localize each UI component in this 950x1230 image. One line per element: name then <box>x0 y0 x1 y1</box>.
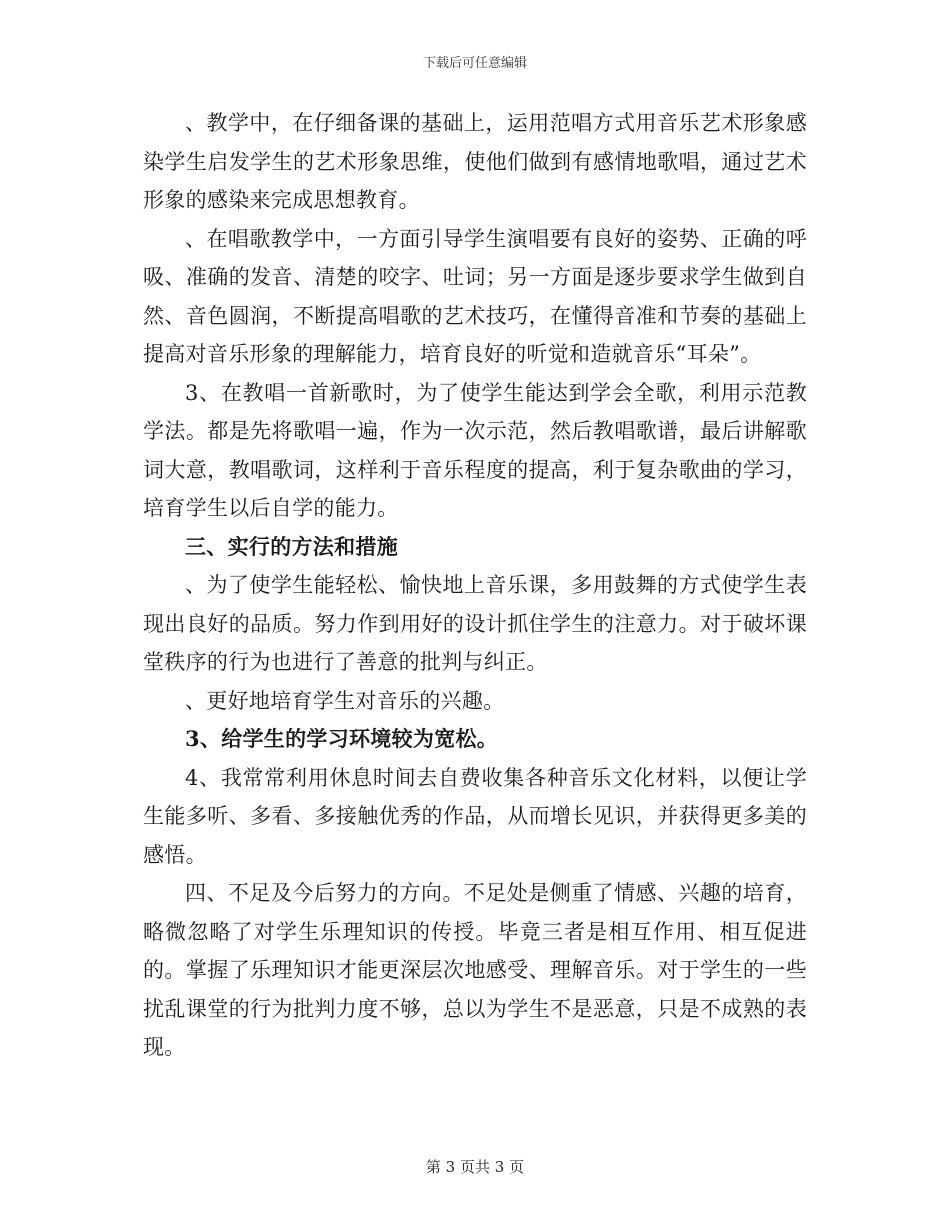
paragraph-interest: 、更好地培育学生对音乐的兴趣。 <box>185 688 505 713</box>
paragraph-singing-demonstration: 、教学中，在仔细备课的基础上，运用范唱方式用音乐艺术形象感染学生启发学生的艺术形象思维，使他们做到有感情地歌唱，通过艺术形象的感染来完成思想教育。 <box>143 111 807 212</box>
document-body <box>143 104 807 1067</box>
paragraph-materials: 4、我常常利用休息时间去自费收集各种音乐文化材料，以便让学生能多听、多看、多接触优秀的作品，从而增长见识，并获得更多美的感悟。 <box>143 765 807 867</box>
paragraph-learning-environment: 3、给学生的学习环境较为宽松。 <box>185 726 499 751</box>
paragraph-shortcomings: 四、不足及今后努力的方向。不足处是侧重了情感、兴趣的培育，略微忽略了对学生乐理知识的传授。毕竟三者是相互作用、相互促进的。掌握了乐理知识才能更深层次地感受、理解音乐。对于学生的一些扰乱课堂的行为批判力度不够，总以为学生不是恶意，只是不成熟的表现。 <box>143 881 807 1059</box>
section-heading-methods: 三、实行的方法和措施 <box>185 533 398 559</box>
paragraph-new-song-teaching: 3、在教唱一首新歌时，为了使学生能达到学会全歌，利用示范教学法。都是先将歌唱一遍，作为一次示范，然后教唱歌谱，最后讲解歌词大意，教唱歌词，这样利于音乐程度的提高，利于复杂歌曲的学习，培育学生以后自学的能力。 <box>143 380 807 520</box>
page-footer: 第 3 页共 3 页 <box>425 1158 525 1176</box>
page-header: 下载后可任意编辑 <box>422 56 527 71</box>
paragraph-singing-technique: 、在唱歌教学中，一方面引导学生演唱要有良好的姿势、正确的呼吸、准确的发音、清楚的咬字、吐词；另一方面是逐步要求学生做到自然、音色圆润，不断提高唱歌的艺术技巧，在懂得音准和节奏的基础上提高对音乐形象的理解能力，培育良好的听觉和造就音乐“耳朵”。 <box>143 226 807 366</box>
paragraph-encouragement: 、为了使学生能轻松、愉快地上音乐课，多用鼓舞的方式使学生表现出良好的品质。努力作到用好的设计抓住学生的注意力。对于破坏课堂秩序的行为也进行了善意的批判与纠正。 <box>143 573 807 674</box>
